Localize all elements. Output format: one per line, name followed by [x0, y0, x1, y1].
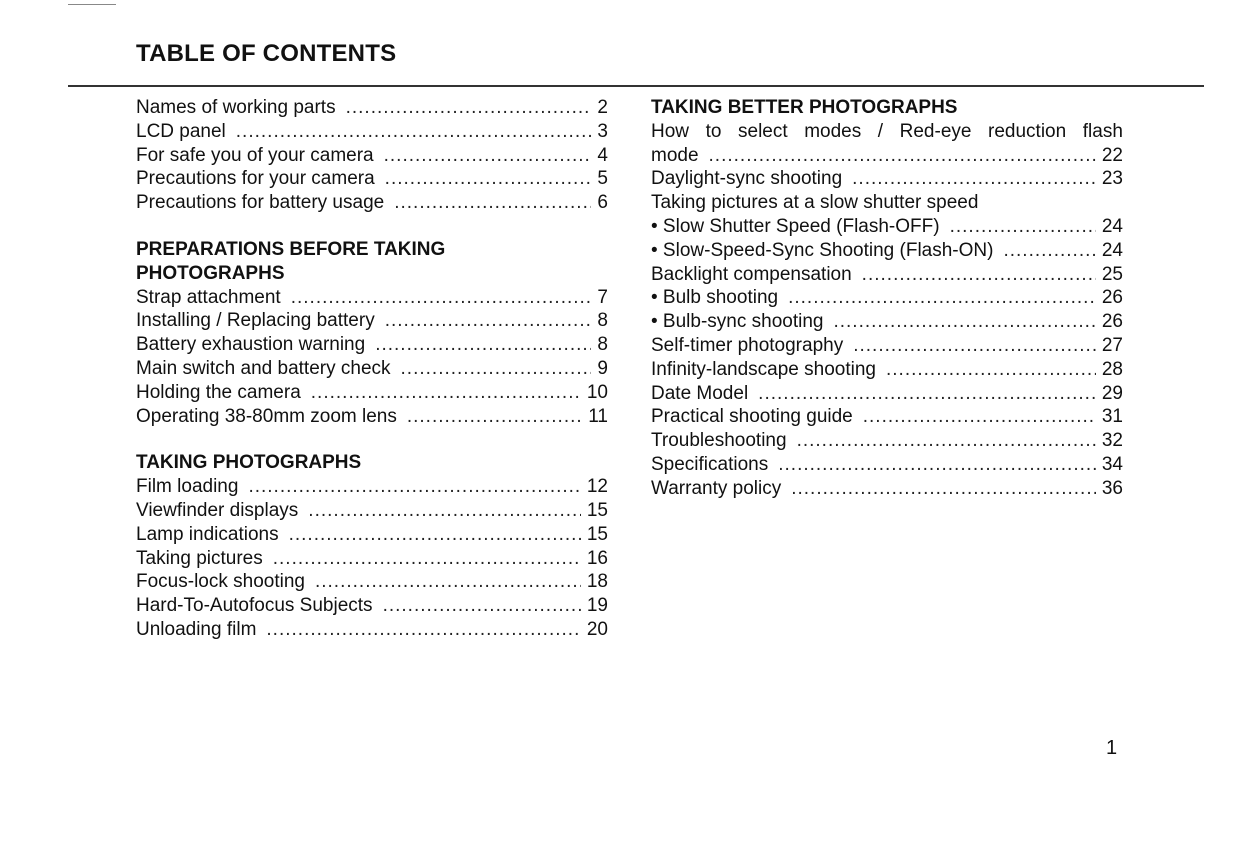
toc-entry-page: 9 — [597, 357, 608, 379]
toc-entry-page: 16 — [586, 547, 608, 569]
toc-entry-label: Date Model — [651, 382, 749, 404]
dot-leader — [852, 167, 1096, 191]
toc-entry-page: 8 — [597, 334, 608, 356]
toc-entry-page: 24 — [1101, 215, 1123, 237]
dot-leader — [289, 523, 581, 547]
toc-entry-label: Precautions for your camera — [136, 168, 375, 190]
toc-entry-label: Specifications — [651, 453, 769, 475]
toc-entry-label: Battery exhaustion warning — [136, 334, 366, 356]
toc-entry-page: 29 — [1101, 382, 1123, 404]
toc-entry-label: Holding the camera — [136, 381, 301, 403]
dot-leader — [346, 96, 592, 120]
toc-entry-page: 15 — [586, 523, 608, 545]
toc-entry[interactable] — [651, 382, 1123, 406]
toc-entry[interactable] — [136, 523, 608, 547]
toc-entry[interactable] — [136, 475, 608, 499]
title-divider — [68, 85, 1204, 87]
section-heading-continued: PHOTOGRAPHS — [136, 262, 285, 284]
dot-leader — [384, 144, 592, 168]
toc-entry-page: 10 — [586, 381, 608, 403]
toc-entry[interactable] — [136, 144, 608, 168]
toc-entry-page: 20 — [586, 618, 608, 640]
toc-entry-page: 32 — [1101, 430, 1123, 452]
dot-leader — [709, 144, 1096, 168]
dot-leader — [778, 453, 1096, 477]
toc-entry-page: 31 — [1101, 406, 1123, 428]
toc-right-column — [651, 96, 1123, 501]
toc-entry[interactable] — [136, 499, 608, 523]
toc-entry-page: 12 — [586, 476, 608, 498]
dot-leader — [853, 334, 1096, 358]
word: Red-eye — [899, 120, 972, 142]
toc-entry-page: 34 — [1101, 453, 1123, 475]
dot-leader — [950, 215, 1096, 239]
toc-entry-label: LCD panel — [136, 120, 226, 142]
toc-entry-label: Operating 38-80mm zoom lens — [136, 405, 397, 427]
toc-entry-page: 19 — [586, 595, 608, 617]
toc-entry-label: For safe you of your camera — [136, 144, 374, 166]
toc-entry-label: Lamp indications — [136, 523, 279, 545]
toc-entry[interactable] — [136, 309, 608, 333]
toc-intro-section — [136, 96, 608, 215]
dot-leader — [266, 618, 580, 642]
toc-entry[interactable] — [651, 453, 1123, 477]
toc-entry-label: Warranty policy — [651, 477, 782, 499]
toc-preparations-section — [136, 238, 608, 428]
section-gap — [136, 215, 608, 238]
toc-entry-wrapped-line[interactable] — [651, 120, 1123, 144]
toc-entry[interactable] — [651, 405, 1123, 429]
toc-entry[interactable] — [651, 477, 1123, 501]
dot-leader — [833, 310, 1095, 334]
toc-entry-label: • Slow-Speed-Sync Shooting (Flash-ON) — [651, 239, 994, 261]
toc-entry[interactable] — [651, 286, 1123, 310]
toc-entry-label: Hard-To-Autofocus Subjects — [136, 595, 373, 617]
word: / — [877, 120, 884, 142]
toc-entry-label: Unloading film — [136, 618, 257, 640]
toc-entry-page: 23 — [1101, 168, 1123, 190]
dot-leader — [308, 499, 581, 523]
toc-entry[interactable] — [136, 191, 608, 215]
toc-entry[interactable] — [651, 310, 1123, 334]
toc-entry-page: 22 — [1101, 144, 1123, 166]
toc-entry-label: • Bulb shooting — [651, 287, 779, 309]
toc-entry-label: Viewfinder displays — [136, 499, 299, 521]
toc-entry-label: • Bulb-sync shooting — [651, 311, 824, 333]
dot-leader — [791, 477, 1096, 501]
scan-corner-mark — [68, 4, 116, 5]
dot-leader — [383, 594, 581, 618]
toc-entry-label: Troubleshooting — [651, 430, 787, 452]
toc-entry-page: 18 — [586, 571, 608, 593]
toc-entry[interactable] — [136, 618, 608, 642]
dot-leader — [1003, 239, 1095, 263]
toc-entry-page: 7 — [597, 286, 608, 308]
toc-entry-label: Names of working parts — [136, 97, 336, 118]
toc-entry[interactable] — [651, 144, 1123, 168]
toc-entry-page: 36 — [1101, 477, 1123, 499]
dot-leader — [797, 429, 1096, 453]
toc-entry[interactable] — [651, 334, 1123, 358]
dot-leader — [407, 405, 582, 429]
page-title: TABLE OF CONTENTS — [136, 40, 397, 67]
section-heading: PREPARATIONS BEFORE TAKING — [136, 238, 446, 260]
word: flash — [1082, 120, 1123, 142]
toc-entry[interactable] — [651, 215, 1123, 239]
toc-entry-label: Backlight compensation — [651, 263, 852, 285]
toc-entry[interactable] — [136, 286, 608, 310]
toc-entry-label: Practical shooting guide — [651, 406, 853, 428]
toc-entry-label: mode — [651, 144, 699, 166]
section-heading: TAKING PHOTOGRAPHS — [136, 452, 362, 474]
dot-leader — [248, 475, 580, 499]
dot-leader — [385, 309, 592, 333]
dot-leader — [401, 357, 592, 381]
toc-entry-page: 5 — [597, 168, 608, 190]
dot-leader — [886, 358, 1096, 382]
dot-leader — [863, 405, 1096, 429]
toc-entry[interactable] — [136, 167, 608, 191]
page-number: 1 — [1106, 737, 1118, 759]
word: select — [738, 120, 788, 142]
word: modes — [804, 120, 862, 142]
dot-leader — [758, 382, 1096, 406]
toc-entry[interactable] — [136, 96, 608, 120]
toc-entry-label: Daylight-sync shooting — [651, 168, 843, 190]
toc-subheading: Taking pictures at a slow shutter speed — [651, 192, 979, 214]
toc-entry[interactable] — [136, 120, 608, 144]
toc-entry-label: Precautions for battery usage — [136, 192, 385, 214]
toc-entry[interactable] — [136, 333, 608, 357]
toc-entry[interactable] — [136, 357, 608, 381]
toc-entry-page: 28 — [1101, 358, 1123, 380]
dot-leader — [375, 333, 591, 357]
dot-leader — [315, 570, 581, 594]
dot-leader — [394, 191, 591, 215]
toc-entry-page: 2 — [597, 97, 608, 118]
toc-entry-page: 8 — [597, 310, 608, 332]
toc-entry-label: Main switch and battery check — [136, 357, 391, 379]
dot-leader — [385, 167, 592, 191]
dot-leader — [291, 286, 592, 310]
toc-entry-page: 4 — [597, 144, 608, 166]
toc-taking-section — [136, 451, 608, 641]
toc-entry-label: Infinity-landscape shooting — [651, 358, 876, 380]
toc-entry-label: Strap attachment — [136, 286, 281, 308]
toc-entry-page: 15 — [586, 499, 608, 521]
word: How — [651, 120, 690, 142]
dot-leader — [273, 547, 581, 571]
toc-entry[interactable] — [651, 167, 1123, 191]
dot-leader — [788, 286, 1096, 310]
toc-entry[interactable] — [136, 405, 608, 429]
dot-leader — [311, 381, 581, 405]
toc-entry-label: Installing / Replacing battery — [136, 310, 375, 332]
dot-leader — [862, 263, 1096, 287]
section-heading: TAKING BETTER PHOTOGRAPHS — [651, 97, 958, 118]
toc-entry[interactable] — [651, 239, 1123, 263]
dot-leader — [236, 120, 592, 144]
toc-entry[interactable] — [651, 358, 1123, 382]
word: to — [705, 120, 722, 142]
toc-entry-page: 6 — [597, 192, 608, 214]
toc-entry-label: Focus-lock shooting — [136, 571, 305, 593]
toc-entry-page: 3 — [597, 120, 608, 142]
toc-entry[interactable] — [651, 263, 1123, 287]
toc-entry-label: • Slow Shutter Speed (Flash-OFF) — [651, 215, 940, 237]
word: reduction — [988, 120, 1067, 142]
toc-entry[interactable] — [136, 594, 608, 618]
section-gap — [136, 428, 608, 451]
toc-entry[interactable] — [651, 429, 1123, 453]
toc-entry[interactable] — [136, 381, 608, 405]
toc-entry-page: 26 — [1101, 311, 1123, 333]
toc-entry-page: 27 — [1101, 334, 1123, 356]
toc-entry[interactable] — [136, 570, 608, 594]
toc-entry[interactable] — [136, 547, 608, 571]
toc-entry-page: 26 — [1101, 287, 1123, 309]
toc-entry-page: 11 — [588, 405, 608, 427]
toc-entry-label: Film loading — [136, 476, 239, 498]
toc-entry-label: Taking pictures — [136, 547, 263, 569]
toc-entry-page: 24 — [1101, 239, 1123, 261]
toc-entry-page: 25 — [1101, 263, 1123, 285]
toc-entry-label: Self-timer photography — [651, 334, 844, 356]
toc-left-column — [136, 96, 608, 642]
